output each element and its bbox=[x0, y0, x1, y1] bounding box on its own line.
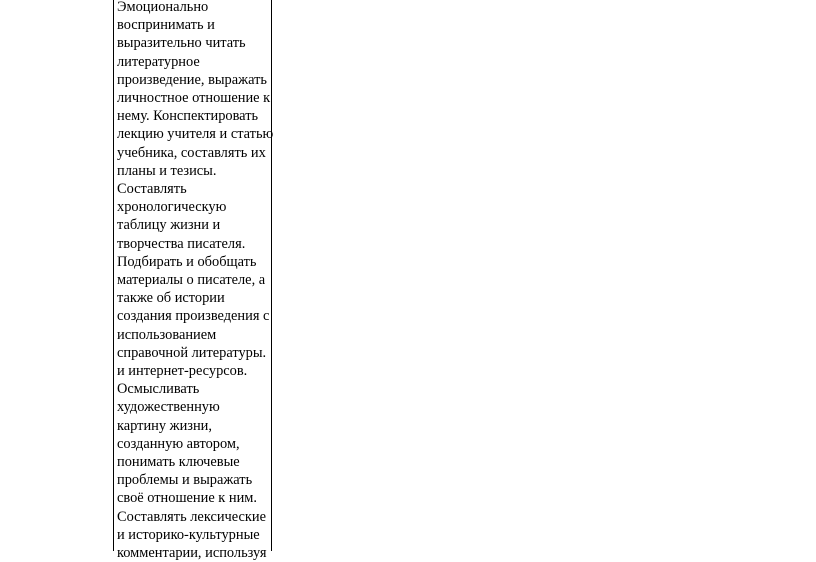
cell-text-line: литературное bbox=[117, 53, 200, 70]
cell-text-line: учебника, составлять их bbox=[117, 144, 266, 161]
cell-text-line: справочной литературы. bbox=[117, 344, 267, 361]
cell-text-line: материалы о писателе, а bbox=[117, 272, 266, 289]
cell-text-line: личностное отношение к bbox=[117, 90, 271, 107]
cell-text-line: выразительно читать bbox=[117, 35, 246, 52]
cell-text-line: создания произведения с bbox=[117, 308, 270, 325]
cell-text-line: своё отношение к ним. bbox=[117, 490, 258, 507]
table-cell-text bbox=[117, 0, 277, 562]
cell-text-line: и историко-культурные bbox=[117, 526, 260, 543]
cell-text-line: Подбирать и обобщать bbox=[117, 253, 257, 270]
cell-text-line: хронологическую bbox=[117, 199, 227, 216]
cell-text-line: планы и тезисы. bbox=[117, 162, 217, 179]
cell-text-line: проблемы и выражать bbox=[117, 472, 253, 489]
cell-text-line: таблицу жизни и bbox=[117, 217, 221, 234]
cell-text-line: воспринимать и bbox=[117, 17, 215, 34]
cell-text-line: лекцию учителя и статью bbox=[117, 126, 274, 143]
cell-text-line: творчества писателя. bbox=[117, 235, 246, 252]
cell-text-line: понимать ключевые bbox=[117, 454, 240, 471]
cell-text-line: произведение, выражать bbox=[117, 71, 267, 88]
cell-text-line: картину жизни, bbox=[117, 417, 212, 434]
cell-text-line: использованием bbox=[117, 326, 217, 343]
cell-text-line: созданную автором, bbox=[117, 435, 240, 452]
cell-text-line: также об истории bbox=[117, 290, 225, 307]
cell-text-line: Эмоционально bbox=[117, 0, 209, 15]
table-border-left bbox=[113, 0, 114, 551]
cell-text-line: художественную bbox=[117, 399, 220, 416]
cell-text-line: Осмысливать bbox=[117, 381, 200, 398]
cell-text-line: нему. Конспектировать bbox=[117, 108, 259, 125]
cell-text-line: и интернет-ресурсов. bbox=[117, 363, 248, 380]
cell-text-line: комментарии, используя bbox=[117, 545, 267, 562]
cell-text-line: Составлять лексические bbox=[117, 508, 266, 525]
cell-text-line: Составлять bbox=[117, 181, 187, 198]
